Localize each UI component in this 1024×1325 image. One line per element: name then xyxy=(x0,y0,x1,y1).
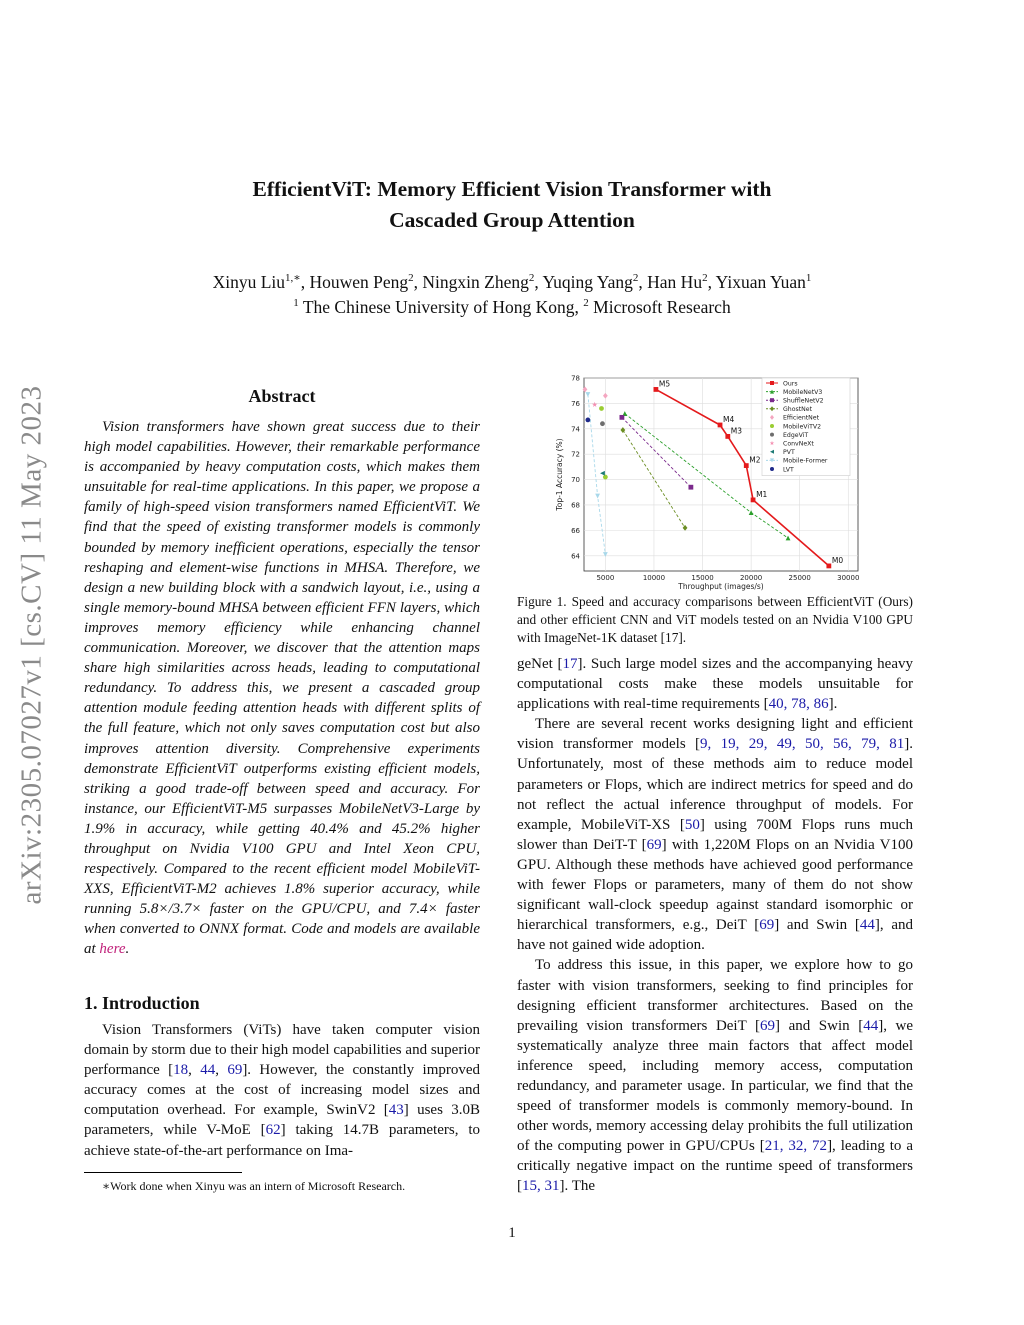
author-name: Xinyu Liu xyxy=(212,272,285,292)
text-run: ] using 700M Flops runs much slower than DeiT-T [ xyxy=(517,816,913,853)
author-name: , Yuqing Yang xyxy=(534,272,633,292)
citation-link[interactable]: 69 xyxy=(760,1017,776,1034)
point-label-m2: M2 xyxy=(749,455,761,465)
chart-svg xyxy=(540,370,912,592)
citation-link[interactable]: 18 xyxy=(173,1062,189,1079)
author-name: , Houwen Peng xyxy=(300,272,409,292)
citation-link[interactable]: 50 xyxy=(684,816,700,833)
citation-link[interactable]: 69 xyxy=(759,917,775,934)
point-mobilevitv2 xyxy=(599,406,604,411)
text-run: ]. Unfortunately, most of these methods aim to reduce model parameters or Flops, which are indirect metrics for speed and do not reflect the actual inference throughput of models. For example, MobileViT-XS [ xyxy=(517,736,914,833)
footnote-text: ∗Work done when Xinyu was an intern of Microsoft Research. xyxy=(102,1179,406,1193)
citation-link[interactable]: 21, 32, 72 xyxy=(764,1138,828,1155)
y-tick-label: 78 xyxy=(571,374,580,383)
text-run: ], leading to a critically negative impact on the runtime speed of transformers [ xyxy=(517,1138,913,1195)
author-affil-mark: 1 xyxy=(805,272,812,284)
intro-right-column xyxy=(517,654,913,1197)
title-line-1: EfficientViT: Memory Efficient Vision Transformer with xyxy=(252,177,772,201)
point-ours xyxy=(725,434,730,439)
citation-link[interactable]: 44 xyxy=(859,917,875,934)
text-run: ]. xyxy=(828,696,838,713)
point-label-m3: M3 xyxy=(730,426,743,436)
legend-label-lvt: LVT xyxy=(783,466,794,474)
affil-text: The Chinese University of Hong Kong, xyxy=(298,297,584,317)
abstract-end: . xyxy=(125,941,130,958)
citation-link[interactable]: 62 xyxy=(265,1122,281,1139)
author-name: , Ningxin Zheng xyxy=(413,272,529,292)
abstract-text: Vision transformers have shown great success due to their high model capabilities. However, their remarkable performance is accompanied by heavy computation costs, which makes them unsuitable for real-time applications. In this paper, we propose a family of high-speed vision transformers named EfficientViT. We find that the speed of existing transformer models is commonly bounded by memory inefficient operations, especially the tensor reshaping and element-wise functions in MHSA. Therefore, we design a new building block with a sandwich layout, i.e., using a single memory-bound MHSA between efficient FFN layers, which improves memory efficiency while enhancing channel communication. Moreover, we discover that the attention maps share high similarities across heads, leading to computational redundancy. To address this, we present a cascaded group attention module feeding attention heads with different splits of the full feature, which not only saves computation cost but also improves attention diversity. Comprehensive experiments demonstrate EfficientViT outperforms existing efficient models, striking a good trade-off between speed and accuracy. For instance, our EfficientViT-M5 surpasses MobileNetV3-Large by 1.9% in accuracy, while getting 40.4% and 45.2% higher throughput on Nvidia V100 GPU and Intel Xeon CPU, respectively. Compared to the recent efficient model MobileViT-XXS, EfficientViT-M2 achieves 1.8% superior accuracy, while running 5.8×/3.7× faster on the GPU/CPU, and 7.4× faster when converted to ONNX format. Code and models are available at xyxy=(84,419,480,958)
legend-label-mobile-former: Mobile-Former xyxy=(783,457,828,465)
y-axis-label: Top-1 Accuracy (%) xyxy=(555,438,564,511)
citation-link[interactable]: 40, 78, 86 xyxy=(768,696,829,713)
author-affil-mark: 2 xyxy=(632,272,639,284)
citation-link[interactable]: 44 xyxy=(200,1062,216,1079)
point-label-m5: M5 xyxy=(658,379,671,389)
y-tick-label: 64 xyxy=(571,552,580,561)
x-tick-label: 10000 xyxy=(642,574,666,582)
citation-link[interactable]: 9, 19, 29, 49, 50, 56, 79, 81 xyxy=(700,736,905,753)
author-affil-mark: 2 xyxy=(702,272,708,284)
point-ours xyxy=(718,423,723,428)
affiliations xyxy=(100,295,924,319)
page-number: 1 xyxy=(508,1225,516,1241)
intro-paragraph: Vision Transformers (ViTs) have taken computer vision domain by storm due to their high model capabilities and superior performance [18, 44, 69]. However, the constantly improved accuracy comes at the cost of increasing model sizes and computation overhead. For example, SwinV2 [43] uses 3.0B parameters, while V-MoE [62] taking 14.7B parameters, to achieve state-of-the-art performance on Ima- xyxy=(84,1022,481,1159)
x-axis-label: Throughput (images/s) xyxy=(678,582,764,591)
legend-label-edgevit: EdgeViT xyxy=(783,431,809,439)
text-run: ]. However, the constantly improved accuracy comes at the cost of increasing model sizes and computation overhead. For example, SwinV2 [ xyxy=(84,1062,481,1119)
citation-link[interactable]: 44 xyxy=(863,1017,879,1034)
author-name: , Yixuan Yuan xyxy=(707,272,806,292)
footnote-divider xyxy=(84,1172,242,1173)
x-tick-label: 5000 xyxy=(596,574,615,582)
point-shufflenetv2 xyxy=(688,485,693,490)
x-tick-label: 30000 xyxy=(837,574,860,582)
paper-title xyxy=(120,174,904,236)
arxiv-stamp: arXiv:2305.07027v1 [cs.CV] 11 May 2023 xyxy=(15,385,48,905)
legend-label-pvt: PVT xyxy=(783,449,795,457)
legend-label-ours: Ours xyxy=(783,380,798,388)
point-label-m0: M0 xyxy=(831,555,844,565)
text-run: ] with 1,220M Flops on an Nvidia V100 GPU. Although these methods have achieved good performance with fewer Flops or parameters, many of them do not show significant wall-clock speedup against standard isomorphic or hierarchical transformers, e.g., DeiT [ xyxy=(517,836,913,934)
abstract-body xyxy=(84,417,480,960)
citation-link[interactable]: 69 xyxy=(646,836,662,853)
point-ours xyxy=(751,497,756,502)
author-affil-mark: 1,∗ xyxy=(285,272,301,284)
x-tick-label: 15000 xyxy=(691,574,714,582)
y-tick-label: 72 xyxy=(571,450,580,459)
legend-label-convnext: ConvNeXt xyxy=(783,440,814,448)
text-run: Vision Transformers (ViTs) have taken computer vision domain by storm due to their high model capabilities and superior performance [ xyxy=(84,1022,480,1079)
point-shufflenetv2 xyxy=(619,415,624,420)
affil-mark: 1 xyxy=(293,297,299,309)
legend-label-ghostnet: GhostNet xyxy=(783,406,813,414)
citation-link[interactable]: 17 xyxy=(562,656,578,672)
code-link[interactable]: here xyxy=(99,941,126,958)
citation-link[interactable]: 43 xyxy=(388,1102,404,1119)
author-list xyxy=(100,270,924,294)
point-mobilevitv2 xyxy=(603,475,608,480)
point-ours xyxy=(744,463,749,468)
y-tick-label: 70 xyxy=(571,476,580,485)
text-run: ]. The xyxy=(559,1178,596,1195)
intro-heading: 1. Introduction xyxy=(84,993,200,1013)
text-run: ] uses 3.0B parameters, while V-MoE [ xyxy=(84,1102,480,1139)
author-name: , Han Hu xyxy=(638,272,703,292)
point-label-m1: M1 xyxy=(756,489,768,499)
title-line-2: Cascaded Group Attention xyxy=(389,208,635,232)
footnote xyxy=(84,1179,480,1194)
text-run: ] and Swin [ xyxy=(774,917,860,934)
legend-label-mobilenetv3: MobileNetV3 xyxy=(783,388,823,396)
legend-marker-lvt xyxy=(770,467,774,471)
text-run: To address this issue, in this paper, we explore how to go faster with vision transformers, seeking to find principles for designing efficient transformer architectures. Based on the prevailing vision transformers DeiT [ xyxy=(517,957,913,1034)
abstract-heading: Abstract xyxy=(248,386,316,406)
y-tick-label: 74 xyxy=(571,425,580,434)
point-lvt xyxy=(585,418,590,423)
text-run: There are several recent works designing light and efficient vision transformer models [ xyxy=(517,716,913,753)
x-tick-label: 20000 xyxy=(739,574,763,582)
y-tick-label: 76 xyxy=(571,399,580,408)
citation-link[interactable]: 69 xyxy=(227,1062,243,1079)
point-ours xyxy=(826,564,831,569)
y-tick-label: 68 xyxy=(571,501,580,510)
affil-mark: 2 xyxy=(583,297,589,309)
text-run: ], and have not gained wide adoption. xyxy=(517,917,913,954)
x-tick-label: 25000 xyxy=(788,574,811,582)
legend-label-shufflenetv2: ShuffleNetV2 xyxy=(783,397,824,405)
legend-label-mobilevitv2: MobileViTV2 xyxy=(783,423,822,431)
text-run: geNet [ xyxy=(517,656,563,672)
citation-link[interactable]: 15, 31 xyxy=(522,1178,560,1195)
text-run: ] taking 14.7B parameters, to achieve state-of-the-art performance on Ima- xyxy=(84,1122,480,1159)
legend-marker-ours xyxy=(770,381,774,385)
legend-label-efficientnet: EfficientNet xyxy=(783,414,820,422)
text-run: ] and Swin [ xyxy=(775,1017,864,1034)
affil-text: Microsoft Research xyxy=(588,297,731,317)
point-edgevit xyxy=(600,421,605,426)
legend-marker-shufflenetv2 xyxy=(770,398,774,402)
legend-marker-mobilevitv2 xyxy=(770,424,774,428)
point-label-m4: M4 xyxy=(723,414,735,424)
text-run: ], we systematically analyze three main factors that affect model inference speed, including memory access, computation redundancy, and parameter usage. In particular, we find that the speed of transformer models is commonly memory-bound. In other words, memory accessing delay prohibits the full utilization of the computing power in GPU/CPUs [ xyxy=(517,1017,913,1155)
author-affil-mark: 2 xyxy=(408,272,414,284)
point-ours xyxy=(654,387,659,392)
y-tick-label: 66 xyxy=(571,526,580,535)
figure-caption: Figure 1. Speed and accuracy comparisons between EfficientViT (Ours) and other efficient CNN and ViT models tested on an Nvidia V100 GPU with ImageNet-1K dataset [17]. xyxy=(517,594,913,645)
figure-1-chart xyxy=(540,370,912,592)
text-run: ]. Such large model sizes and the accompanying heavy computational costs make these models unsuitable for applications with real-time requirements [ xyxy=(517,656,914,713)
author-affil-mark: 2 xyxy=(528,272,535,284)
legend-marker-edgevit xyxy=(770,433,774,437)
